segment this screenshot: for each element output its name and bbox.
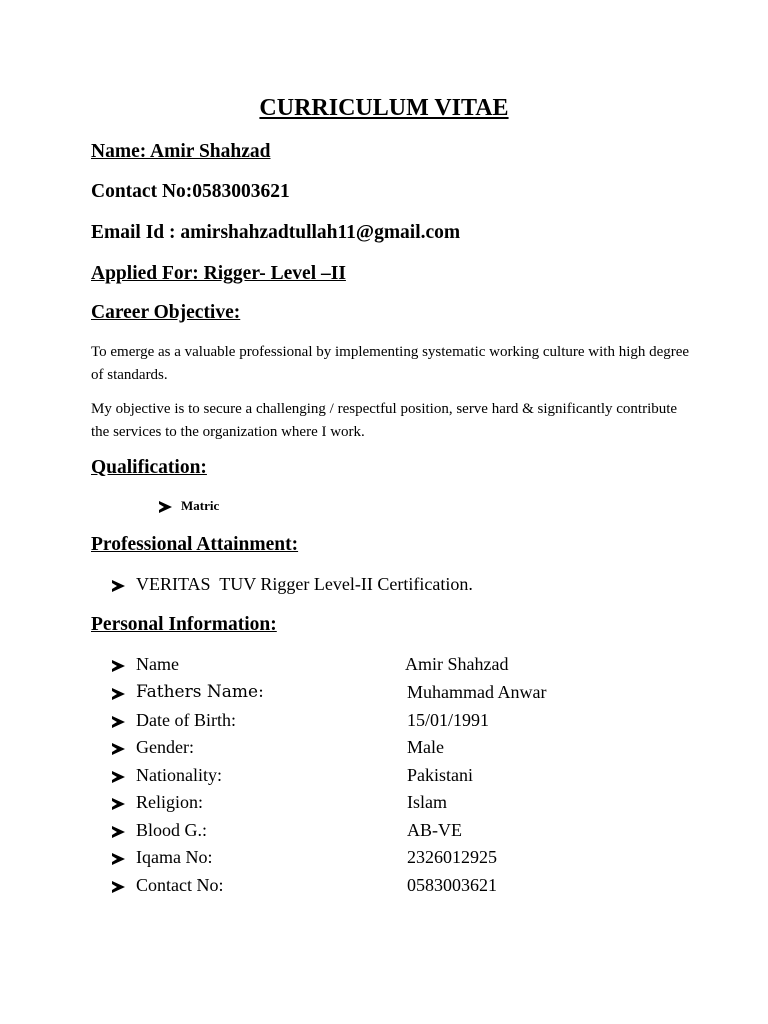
- personal-info-row: [112, 737, 612, 761]
- personal-info-row: [112, 875, 612, 899]
- qualification-heading: Qualification:: [91, 457, 207, 478]
- personal-info-value: 2326012925: [407, 847, 497, 867]
- personal-info-label: Date of Birth:: [136, 710, 236, 730]
- personal-info-row: [112, 710, 612, 734]
- personal-info-label: Contact No:: [136, 875, 224, 895]
- professional-attainment-heading: Professional Attainment:: [91, 534, 299, 555]
- personal-info-row: [112, 765, 612, 789]
- contact-line: Contact No:0583003621: [91, 181, 290, 202]
- career-objective-paragraph-2: My objective is to secure a challenging / respectful position, serve hard & significantly contribute the services to the organization where I work.: [91, 401, 678, 440]
- personal-info-value: AB-VE: [407, 820, 462, 840]
- email-line: Email Id : amirshahzadtullah11@gmail.com: [91, 222, 461, 243]
- personal-info-row: [112, 792, 612, 816]
- personal-info-row: [112, 654, 612, 678]
- qualification-item-label: Matric: [181, 498, 220, 513]
- personal-info-label: Blood G.:: [136, 820, 208, 840]
- arrow-bullet-icon: [112, 853, 125, 865]
- personal-info-label: Nationality:: [136, 765, 222, 785]
- personal-info-value: Male: [407, 737, 444, 757]
- career-objective-heading: Career Objective:: [91, 302, 241, 323]
- personal-info-label: Fathers Name:: [136, 682, 264, 702]
- arrow-bullet-icon: [112, 798, 125, 810]
- professional-attainment-item-label: VERITAS TUV Rigger Level-II Certification.: [136, 574, 473, 594]
- personal-info-value: 0583003621: [407, 875, 497, 895]
- personal-info-label: Religion:: [136, 792, 203, 812]
- arrow-bullet-icon: [112, 688, 125, 700]
- document-title: CURRICULUM VITAE: [259, 95, 509, 121]
- personal-info-value: 15/01/1991: [407, 710, 490, 730]
- personal-info-row: [112, 847, 612, 871]
- personal-info-row: [112, 682, 612, 706]
- arrow-bullet-icon: [112, 826, 125, 838]
- personal-info-label: Name: [136, 654, 179, 674]
- personal-info-value: Islam: [407, 792, 447, 812]
- personal-info-row: [112, 820, 612, 844]
- arrow-bullet-icon: [112, 716, 125, 728]
- arrow-bullet-icon: [112, 580, 125, 592]
- personal-info-value: Muhammad Anwar: [407, 682, 547, 702]
- personal-info-label: Iqama No:: [136, 847, 213, 867]
- arrow-bullet-icon: [112, 743, 125, 755]
- arrow-bullet-icon: [159, 501, 172, 513]
- personal-info-label: Gender:: [136, 737, 194, 757]
- personal-info-value: Pakistani: [407, 765, 473, 785]
- career-objective-paragraph-1: To emerge as a valuable professional by implementing systematic working culture with high degree of standards.: [91, 344, 690, 383]
- arrow-bullet-icon: [112, 881, 125, 893]
- personal-info-value: Amir Shahzad: [405, 654, 509, 674]
- professional-attainment-item: [112, 574, 632, 598]
- name-line: Name: Amir Shahzad: [91, 141, 271, 162]
- arrow-bullet-icon: [112, 660, 125, 672]
- personal-information-heading: Personal Information:: [91, 614, 277, 635]
- applied-for-line: Applied For: Rigger- Level –II: [91, 263, 346, 284]
- arrow-bullet-icon: [112, 771, 125, 783]
